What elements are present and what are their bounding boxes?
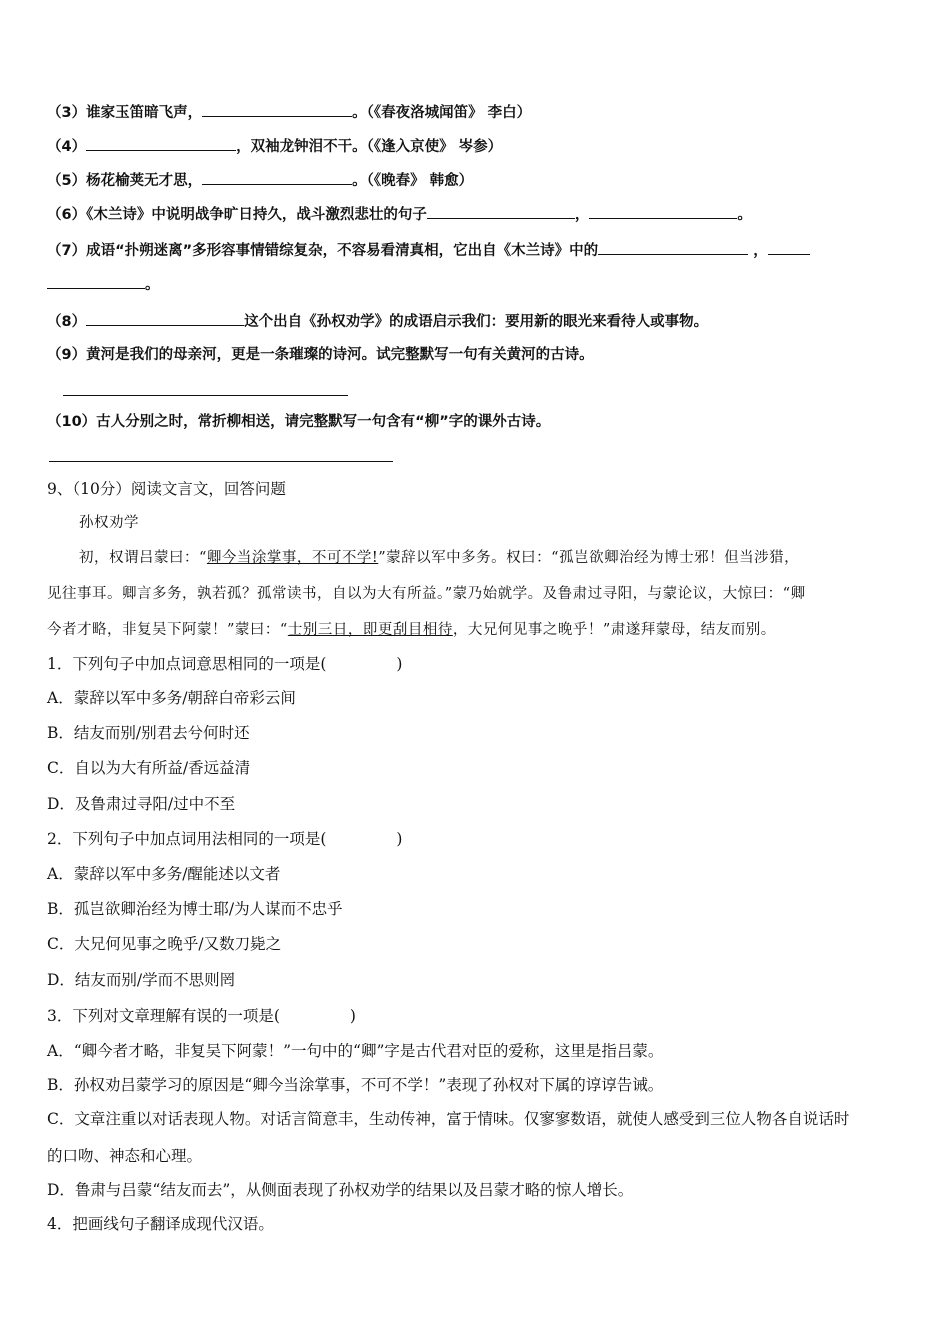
q8-line: （8） 这个出自《孙权劝学》的成语启示我们：要用新的眼光来看待人或事物。 bbox=[47, 311, 708, 332]
q6-blank-1[interactable] bbox=[427, 204, 575, 219]
q3-option-c-cont: 的口吻、神态和心理。 bbox=[47, 1147, 203, 1165]
q6-line: （6）《木兰诗》中说明战争旷日持久，战斗激烈悲壮的句子 ， 。 bbox=[47, 204, 752, 225]
q4-line: （4） ，双袖龙钟泪不干。（《逢入京使》 岑参） bbox=[47, 136, 502, 157]
underlined-sentence-2: 士别三日，即更刮目相待 bbox=[287, 622, 453, 638]
q7-blank-1[interactable] bbox=[598, 240, 748, 255]
q2-option-b[interactable]: B．孤岂欲卿治经为博士耶/为人谋而不忠乎 bbox=[47, 900, 343, 918]
q7-blank-2a[interactable] bbox=[768, 240, 810, 255]
q3-option-a[interactable]: A．“卿今者才略，非复吴下阿蒙！”一句中的“卿”字是古代君对臣的爱称，这里是指吕蒙。 bbox=[47, 1042, 664, 1060]
q3-line: （3）谁家玉笛暗飞声， 。（《春夜洛城闻笛》 李白） bbox=[47, 102, 531, 123]
passage-line-1: 初，权谓吕蒙曰：“卿今当涂掌事，不可不学!”蒙辞以军中多务。权曰：“孤岂欲卿治经为博士邪！但当涉猎， bbox=[79, 550, 800, 566]
underlined-sentence-1: 卿今当涂掌事，不可不学! bbox=[206, 550, 379, 566]
q10-answer-line[interactable] bbox=[49, 461, 393, 462]
q2-option-c[interactable]: C．大兄何见事之晚乎/又数刀毙之 bbox=[47, 935, 282, 953]
question-1-stem: 1．下列句子中加点词意思相同的一项是( ) bbox=[47, 655, 403, 673]
q4-blank[interactable] bbox=[86, 136, 236, 151]
q1-option-c[interactable]: C．自以为大有所益/香远益清 bbox=[47, 759, 251, 777]
q5-line: （5）杨花榆荚无才思， 。（《晚春》 韩愈） bbox=[47, 170, 473, 191]
passage-line-2: 见往事耳。卿言多务，孰若孤？孤常读书，自以为大有所益。”蒙乃始就学。及鲁肃过寻阳，与蒙论议，大惊曰：“卿 bbox=[47, 586, 806, 602]
q3-option-d[interactable]: D．鲁肃与吕蒙“结友而去”，从侧面表现了孙权劝学的结果以及吕蒙才略的惊人增长。 bbox=[47, 1181, 634, 1199]
q2-option-a[interactable]: A．蒙辞以军中多务/醒能述以文者 bbox=[47, 865, 281, 883]
question-4-stem: 4．把画线句子翻译成现代汉语。 bbox=[47, 1215, 274, 1233]
q3-option-c[interactable]: C．文章注重以对话表现人物。对话言简意丰，生动传神，富于情味。仅寥寥数语，就使人感受到三位人物各自说话时 bbox=[47, 1110, 850, 1128]
q3-blank[interactable] bbox=[202, 102, 352, 117]
q7-blank-2b[interactable] bbox=[47, 274, 145, 289]
q2-option-d[interactable]: D．结友而别/学而不思则罔 bbox=[47, 971, 236, 989]
section9-heading: 9、（10分）阅读文言文，回答问题 bbox=[47, 480, 286, 498]
q1-option-a[interactable]: A．蒙辞以军中多务/朝辞白帝彩云间 bbox=[47, 689, 296, 707]
question-2-stem: 2．下列句子中加点词用法相同的一项是( ) bbox=[47, 830, 403, 848]
q10-line: （10）古人分别之时，常折柳相送，请完整默写一句含有“柳”字的课外古诗。 bbox=[47, 414, 551, 430]
passage-line-3: 今者才略，非复吴下阿蒙！”蒙曰：“士别三日，即更刮目相待，大兄何见事之晚乎！”肃遂拜蒙母，结友而别。 bbox=[47, 622, 776, 638]
q8-blank[interactable] bbox=[86, 311, 244, 326]
q3-option-b[interactable]: B．孙权劝吕蒙学习的原因是“卿今当涂掌事，不可不学！”表现了孙权对下属的谆谆告诫。 bbox=[47, 1076, 664, 1094]
question-3-stem: 3．下列对文章理解有误的一项是( ) bbox=[47, 1007, 356, 1025]
q1-option-b[interactable]: B．结友而别/别君去兮何时还 bbox=[47, 724, 250, 742]
q1-option-d[interactable]: D．及鲁肃过寻阳/过中不至 bbox=[47, 795, 236, 813]
passage-title: 孙权劝学 bbox=[79, 515, 139, 531]
q9-line: （9）黄河是我们的母亲河，更是一条璀璨的诗河。试完整默写一句有关黄河的古诗。 bbox=[47, 347, 594, 363]
q5-blank[interactable] bbox=[202, 170, 352, 185]
q7-line: （7）成语“扑朔迷离”多形容事情错综复杂，不容易看清真相，它出自《木兰诗》中的 ， bbox=[47, 240, 810, 261]
q6-blank-2[interactable] bbox=[589, 204, 737, 219]
q7-line-cont: 。 bbox=[47, 274, 160, 295]
q9-answer-line[interactable] bbox=[63, 395, 348, 396]
